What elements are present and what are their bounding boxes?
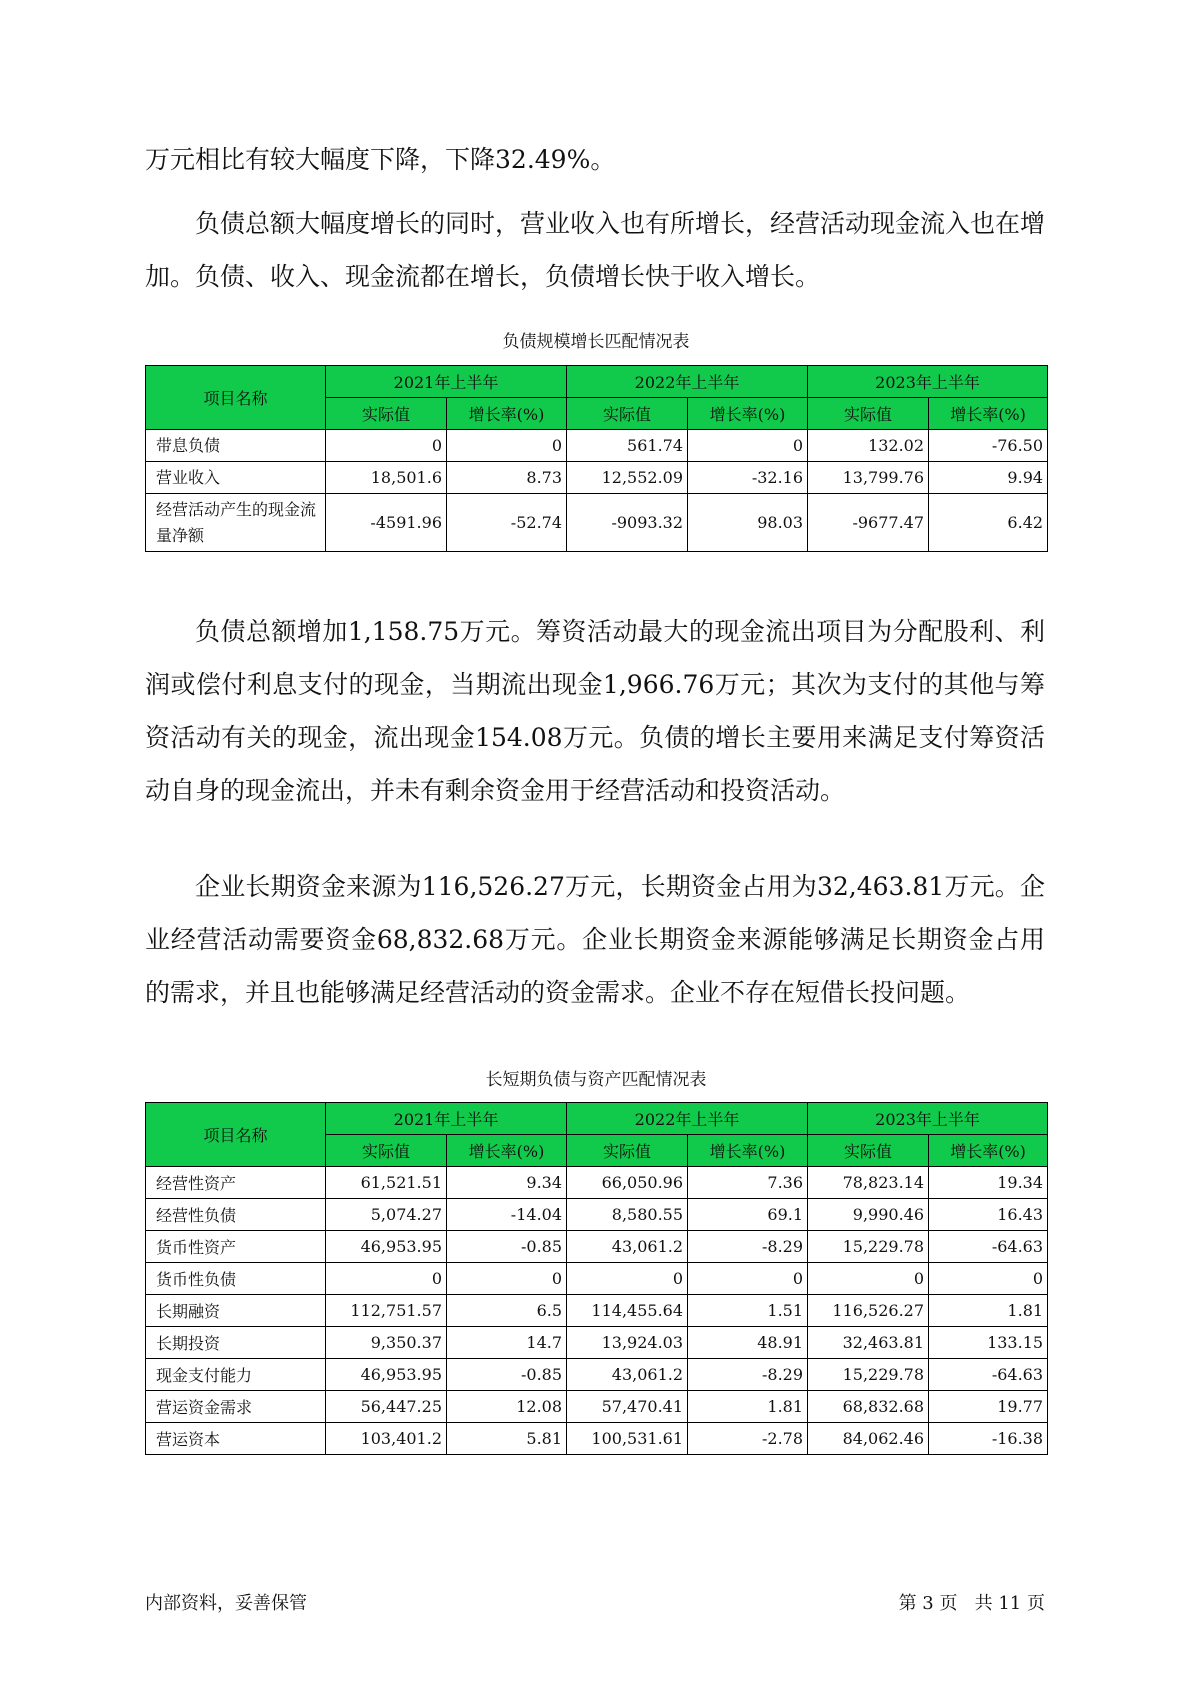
growth-rate-cell: 48.91 [688,1327,808,1359]
growth-rate-cell: -76.50 [929,430,1048,462]
growth-rate-cell: 7.36 [688,1167,808,1199]
row-label: 营业收入 [146,462,326,494]
table-row [146,1199,1048,1231]
header-period: 2021年上半年 [326,1103,567,1135]
header-actual: 实际值 [326,398,447,430]
row-label: 带息负债 [146,430,326,462]
growth-rate-cell: -2.78 [688,1423,808,1455]
actual-value-cell: 32,463.81 [808,1327,929,1359]
growth-rate-cell: -32.16 [688,462,808,494]
actual-value-cell: 114,455.64 [567,1295,688,1327]
actual-value-cell: 132.02 [808,430,929,462]
header-growth: 增长率(%) [688,1135,808,1167]
actual-value-cell: 100,531.61 [567,1423,688,1455]
table-row [146,1231,1048,1263]
growth-rate-cell: 1.81 [929,1295,1048,1327]
growth-rate-cell: -0.85 [447,1231,567,1263]
debt-asset-match-table [145,1102,1048,1455]
actual-value-cell: 5,074.27 [326,1199,447,1231]
header-item-name: 项目名称 [146,1103,326,1167]
paragraph-1: 万元相比有较大幅度下降，下降32.49%。 [145,145,616,174]
debt-growth-table [145,365,1048,552]
header-actual: 实际值 [567,398,688,430]
table1-title: 负债规模增长匹配情况表 [502,332,690,352]
row-label: 营运资金需求 [146,1391,326,1423]
header-actual: 实际值 [567,1135,688,1167]
actual-value-cell: 561.74 [567,430,688,462]
growth-rate-cell: 69.1 [688,1199,808,1231]
growth-rate-cell: -14.04 [447,1199,567,1231]
growth-rate-cell: 0 [688,430,808,462]
actual-value-cell: 8,580.55 [567,1199,688,1231]
header-actual: 实际值 [326,1135,447,1167]
growth-rate-cell: 0 [688,1263,808,1295]
actual-value-cell: 103,401.2 [326,1423,447,1455]
growth-rate-cell: 1.51 [688,1295,808,1327]
header-period: 2023年上半年 [808,1103,1048,1135]
growth-rate-cell: -64.63 [929,1359,1048,1391]
growth-rate-cell: 8.73 [447,462,567,494]
row-label: 货币性负债 [146,1263,326,1295]
table-row [146,1423,1048,1455]
growth-rate-cell: 16.43 [929,1199,1048,1231]
row-label: 现金支付能力 [146,1359,326,1391]
actual-value-cell: 9,990.46 [808,1199,929,1231]
header-growth: 增长率(%) [447,398,567,430]
header-item-name: 项目名称 [146,366,326,430]
row-label: 货币性资产 [146,1231,326,1263]
table-row [146,1391,1048,1423]
row-label: 经营性负债 [146,1199,326,1231]
header-period: 2023年上半年 [808,366,1048,398]
table-row [146,1295,1048,1327]
growth-rate-cell: 19.77 [929,1391,1048,1423]
actual-value-cell: -9677.47 [808,494,929,552]
actual-value-cell: 116,526.27 [808,1295,929,1327]
actual-value-cell: 43,061.2 [567,1359,688,1391]
growth-rate-cell: 9.34 [447,1167,567,1199]
growth-rate-cell: 12.08 [447,1391,567,1423]
table-row [146,494,1048,552]
growth-rate-cell: 0 [929,1263,1048,1295]
header-period: 2021年上半年 [326,366,567,398]
header-growth: 增长率(%) [929,398,1048,430]
growth-rate-cell: 6.5 [447,1295,567,1327]
growth-rate-cell: 98.03 [688,494,808,552]
growth-rate-cell: -16.38 [929,1423,1048,1455]
paragraph-4: 企业长期资金来源为116,526.27万元，长期资金占用为32,463.81万元。企业经营活动需要资金68,832.68万元。企业长期资金来源能够满足长期资金占用的需求，并且也能够满足经营活动的资金需求。企业不存在短借长投问题。 [145,872,1045,1007]
row-label: 经营性资产 [146,1167,326,1199]
row-label: 营运资本 [146,1423,326,1455]
header-growth: 增长率(%) [688,398,808,430]
growth-rate-cell: -64.63 [929,1231,1048,1263]
growth-rate-cell: 1.81 [688,1391,808,1423]
actual-value-cell: 0 [326,1263,447,1295]
actual-value-cell: 15,229.78 [808,1231,929,1263]
row-label: 经营活动产生的现金流量净额 [146,494,326,552]
actual-value-cell: 66,050.96 [567,1167,688,1199]
table2-title: 长短期负债与资产匹配情况表 [485,1070,707,1090]
paragraph-3: 负债总额增加1,158.75万元。筹资活动最大的现金流出项目为分配股利、利润或偿付利息支付的现金，当期流出现金1,966.76万元；其次为支付的其他与筹资活动有关的现金，流出现金154.08万元。负债的增长主要用来满足支付筹资活动自身的现金流出，并未有剩余资金用于经营活动和投资活动。 [145,617,1045,805]
growth-rate-cell: -52.74 [447,494,567,552]
growth-rate-cell: 5.81 [447,1423,567,1455]
actual-value-cell: 43,061.2 [567,1231,688,1263]
actual-value-cell: 112,751.57 [326,1295,447,1327]
row-label: 长期投资 [146,1327,326,1359]
paragraph-2: 负债总额大幅度增长的同时，营业收入也有所增长，经营活动现金流入也在增加。负债、收入、现金流都在增长，负债增长快于收入增长。 [145,209,1046,291]
growth-rate-cell: 9.94 [929,462,1048,494]
growth-rate-cell: 133.15 [929,1327,1048,1359]
table-row [146,1263,1048,1295]
actual-value-cell: 9,350.37 [326,1327,447,1359]
actual-value-cell: 56,447.25 [326,1391,447,1423]
actual-value-cell: 0 [808,1263,929,1295]
actual-value-cell: -4591.96 [326,494,447,552]
actual-value-cell: 12,552.09 [567,462,688,494]
growth-rate-cell: -8.29 [688,1231,808,1263]
actual-value-cell: 13,924.03 [567,1327,688,1359]
actual-value-cell: 57,470.41 [567,1391,688,1423]
actual-value-cell: 78,823.14 [808,1167,929,1199]
actual-value-cell: 46,953.95 [326,1359,447,1391]
header-period: 2022年上半年 [567,1103,808,1135]
header-period: 2022年上半年 [567,366,808,398]
growth-rate-cell: 19.34 [929,1167,1048,1199]
row-label: 长期融资 [146,1295,326,1327]
actual-value-cell: 46,953.95 [326,1231,447,1263]
header-actual: 实际值 [808,1135,929,1167]
table-row [146,430,1048,462]
actual-value-cell: 0 [326,430,447,462]
actual-value-cell: 84,062.46 [808,1423,929,1455]
table-row [146,1167,1048,1199]
actual-value-cell: -9093.32 [567,494,688,552]
actual-value-cell: 61,521.51 [326,1167,447,1199]
actual-value-cell: 15,229.78 [808,1359,929,1391]
table-row [146,462,1048,494]
header-actual: 实际值 [808,398,929,430]
header-growth: 增长率(%) [447,1135,567,1167]
growth-rate-cell: 0 [447,1263,567,1295]
growth-rate-cell: 14.7 [447,1327,567,1359]
table-row [146,1359,1048,1391]
actual-value-cell: 68,832.68 [808,1391,929,1423]
footer-confidential: 内部资料，妥善保管 [145,1593,307,1614]
table-row [146,1327,1048,1359]
actual-value-cell: 13,799.76 [808,462,929,494]
header-growth: 增长率(%) [929,1135,1048,1167]
actual-value-cell: 0 [567,1263,688,1295]
footer-page-number: 第 3 页 共 11 页 [898,1593,1045,1614]
growth-rate-cell: 0 [447,430,567,462]
growth-rate-cell: 6.42 [929,494,1048,552]
growth-rate-cell: -0.85 [447,1359,567,1391]
growth-rate-cell: -8.29 [688,1359,808,1391]
actual-value-cell: 18,501.6 [326,462,447,494]
